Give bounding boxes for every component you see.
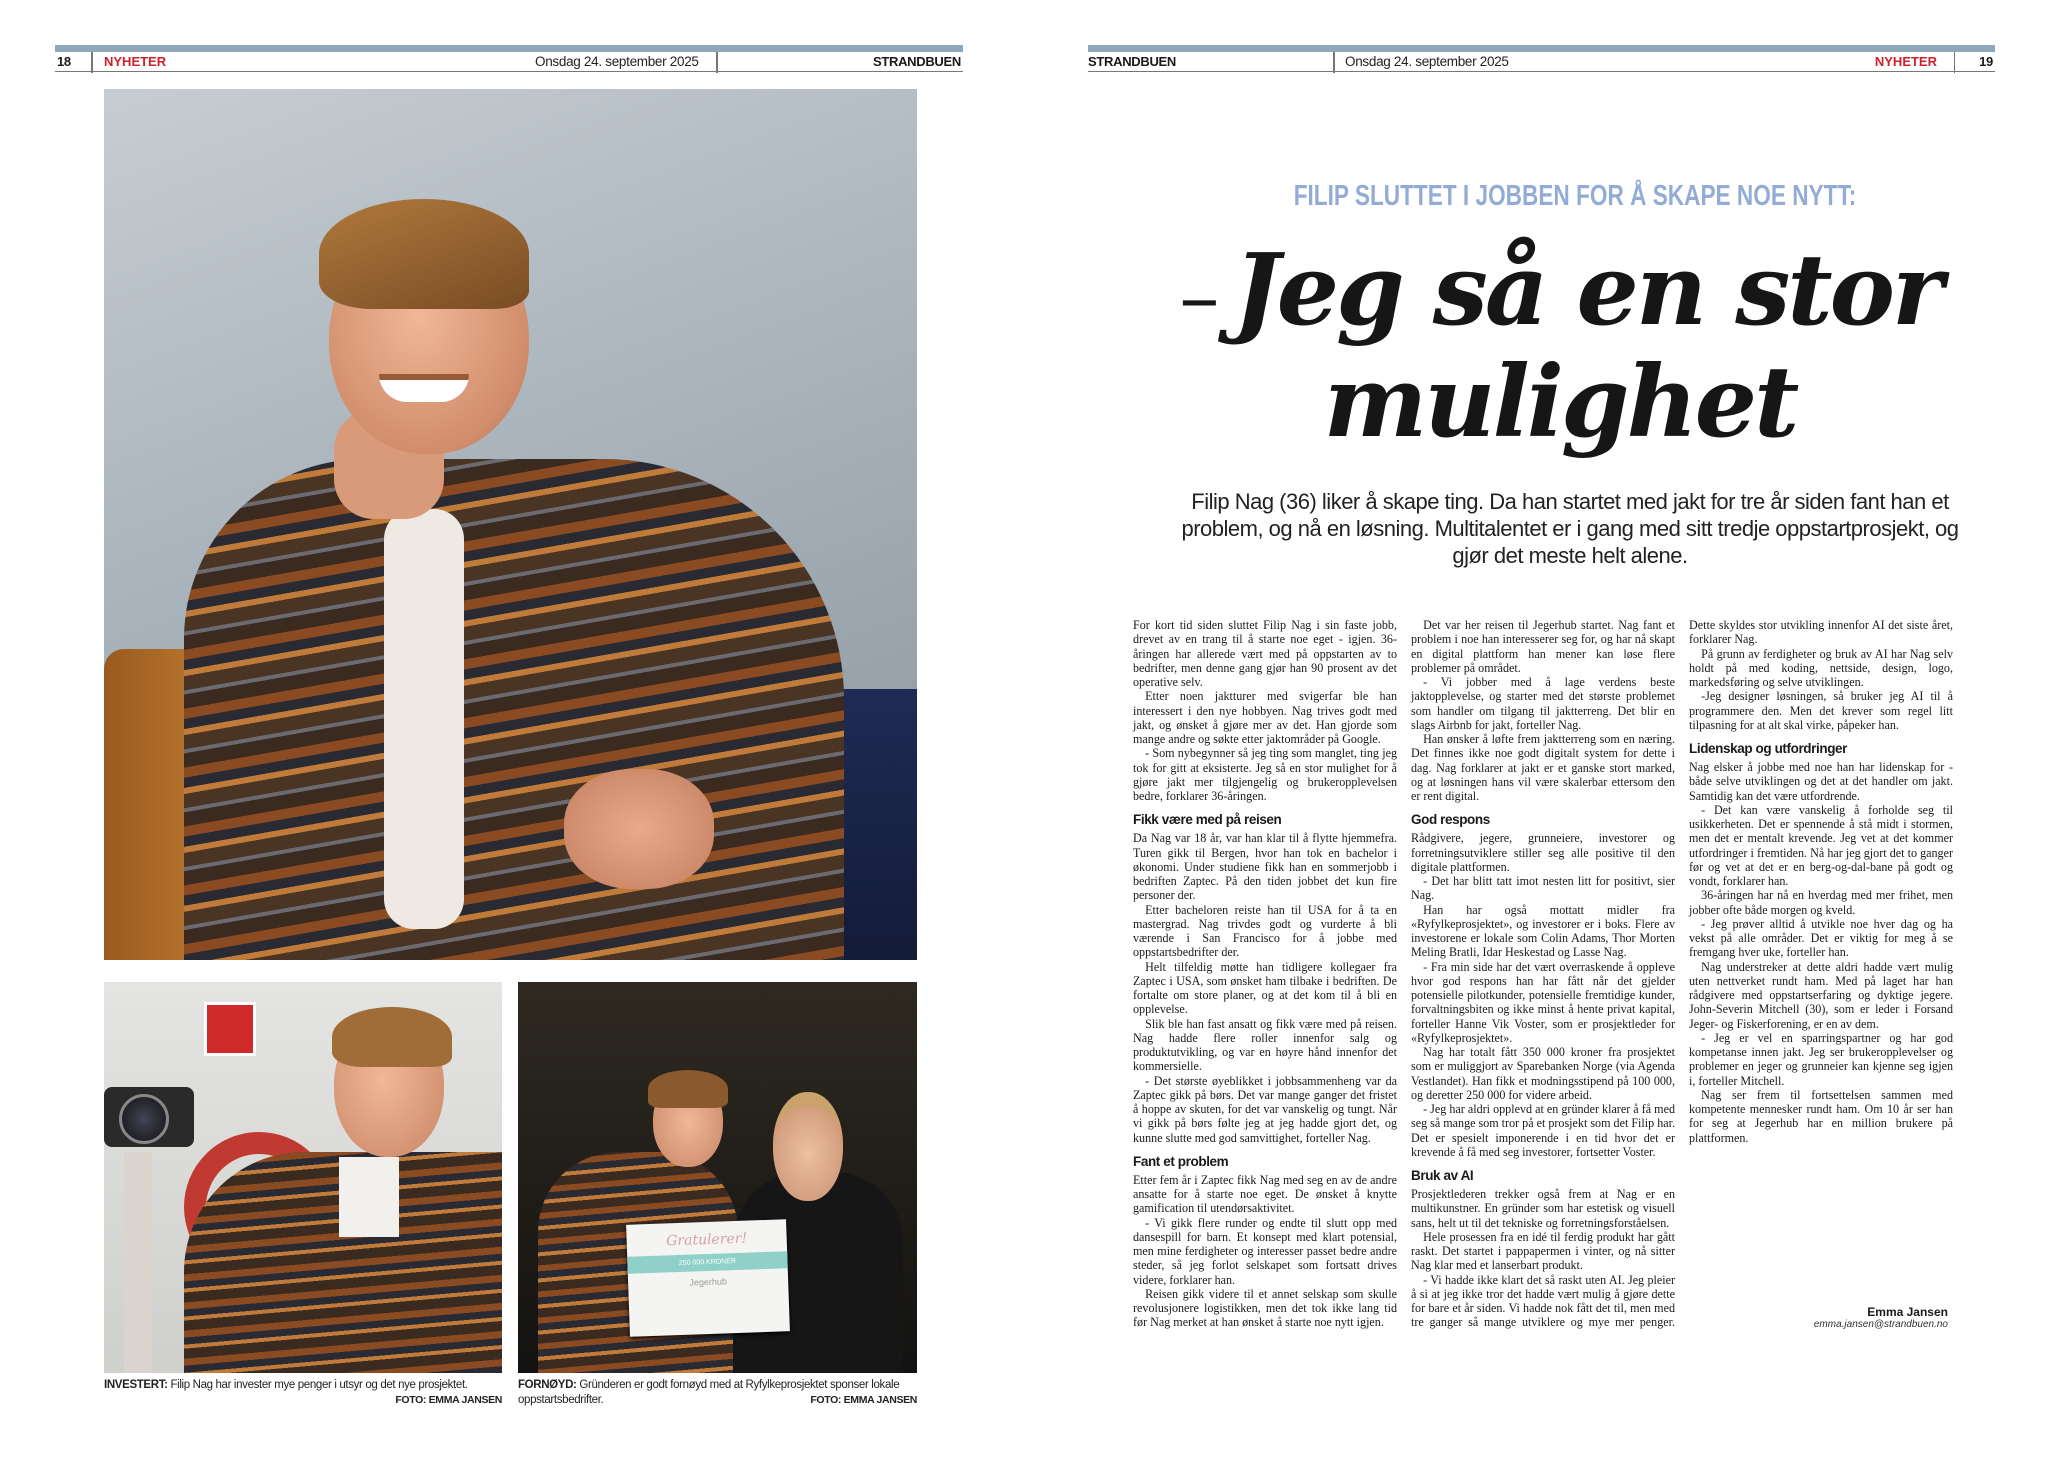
byline — [1814, 1305, 1948, 1330]
diploma-title: Gratulerer! — [665, 1230, 748, 1250]
photo-caption — [104, 1378, 502, 1410]
paragraph: Etter noen jaktturer med svigerfar ble han interessert i den nye hobbyen. Nag trives godt med jakt, og ønsket å gjøre mer av det. Han gjorde som mange andre og søkte etter jaktområder på Google. — [1133, 689, 1397, 746]
paragraph: Etter fem år i Zaptec fikk Nag med seg en av de andre ansatte for å starte noe eget. De ønsket å knytte gamification til utendørsaktivitet. — [1133, 1172, 1397, 1216]
photo-caption — [518, 1378, 917, 1410]
paragraph: På grunn av ferdigheter og bruk av AI har Nag selv holdt på med koding, nettside, design, logo, markedsføring og selve utviklingen. — [1689, 646, 1953, 689]
paper-name: STRANDBUEN — [1088, 54, 1177, 69]
photo-diploma — [518, 982, 917, 1373]
paragraph: Da Nag var 18 år, var han klar til å flytte hjemmefra. Turen gikk til Bergen, hvor han tok en bachelor i økonomi. Under studiene fikk han en sommerjobb i bedriften Zaptec. På den tiden jobbet det kun fire personer der. — [1133, 831, 1397, 903]
diploma-amount: 250 000 KRONER — [627, 1251, 787, 1274]
main-photo-portrait — [104, 89, 917, 960]
caption-label: FORNØYD: — [518, 1379, 577, 1391]
section-label: NYHETER — [1874, 54, 1937, 69]
paper-name: STRANDBUEN — [872, 54, 961, 69]
page-number: 18 — [57, 54, 71, 69]
paragraph: Prosjektlederen trekker også frem at Nag er en multikunstner. En gründer som har estetisk og visuell sans, helt ut til det tekniske og forretningsforståelsen. — [1411, 1187, 1675, 1230]
issue-date: Onsdag 24. september 2025 — [535, 54, 699, 69]
paragraph: - Vi hadde ikke klart det så raskt uten AI. Jeg pleier å si at jeg ikke tror det hadde vært mulig å gjøre dette for bare et år siden. Vi hadde nok fått det til, men med tre ganger så mange utviklere og mye mer penger. Dette skyldes stor utvikling innenfor AI det siste året, forklarer Nag. — [1411, 618, 1953, 1330]
subheading: Bruk av AI — [1411, 1168, 1474, 1183]
subheading: Fant et problem — [1133, 1153, 1229, 1169]
paragraph: Rådgivere, jegere, grunneiere, investorer og forretningsutviklere stiller seg alle positive til den digitale plattformen. — [1411, 831, 1675, 874]
photo-credit: FOTO: EMMA JANSEN — [810, 1394, 917, 1406]
paragraph: Etter bacheloren reiste han til USA for å ta en mastergrad. Nag trivdes godt og vurderte å bli værende i San Francisco for å jobbe med oppstartsbedrifter der. — [1133, 902, 1397, 960]
caption-text: Gründeren er godt fornøyd med at Ryfylkeprosjektet sponser lokale oppstartsbedrifter. — [518, 1379, 900, 1406]
paragraph: Helt tilfeldig møtte han tidligere kollegaer fra Zaptec i USA, som ønsket ham tilbake i bedriften. De fortalte om store planer, og at det kom til å bli en opplevelse. — [1133, 959, 1397, 1017]
divider — [716, 52, 718, 73]
paragraph: Nag elsker å jobbe med noe han har lidenskap for - både selve utviklingen og det at det handler om jakt. Samtidig kan det være utfordrende. — [1689, 760, 1953, 803]
paragraph: Nag har totalt fått 350 000 kroner fra prosjektet som er muliggjort av Sparebanken Norge (via Agenda Vestlandet). Han fikk et modningsstipend på 100 000, og deretter 250 000 for videre arbeid. — [1411, 1045, 1675, 1102]
divider — [1954, 52, 1956, 73]
article-kicker: FILIP SLUTTET I JOBBEN FOR Å SKAPE NOE NYTT: — [1293, 180, 1857, 212]
paragraph: - Det kan være vanskelig å forholde seg til usikkerheten. Det er spennende å stå midt i stormen, men det er mentalt krevende. Jeg vet at det kommer utfordringer i fremtiden. Nå har jeg gjort det to ganger før og vet at det er en berg-og-dal-bane på godt og vondt, forklarer han. — [1689, 802, 1953, 888]
paragraph: - Jeg prøver alltid å utvikle noe hver dag og ha vekst på alle områder. Det er viktig for meg å se fremgang hver uke, forteller han. — [1689, 916, 1953, 960]
paragraph: For kort tid siden sluttet Filip Nag i sin faste jobb, drevet av en trang til å starte noe eget - igjen. 36-åringen har allerede vært med på oppstarten av to bedrifter, men denne gang gjør han 90 prosent av det operative selv. — [1133, 618, 1397, 689]
author-name: Emma Jansen — [1867, 1305, 1948, 1319]
headline-text: Jeg så en stor mulighet — [1233, 233, 1941, 460]
right-page-header — [1088, 45, 1995, 72]
article-headline — [1150, 233, 1970, 460]
paragraph: Nag understreker at dette aldri hadde vært mulig uten nettverket rundt ham. Med på laget har han rådgivere med oppstartserfaring og dyktige jegere. John-Severin Mitchell (30), som er leder i Forsand Jeger- og Fiskerforening, er en av dem. — [1689, 959, 1953, 1031]
paragraph: Hele prosessen fra en idé til ferdig produkt har gått raskt. Det startet i pappapermen i vinter, og nå sitter Nag klar med et lanserbart produkt. — [1411, 1229, 1675, 1273]
photo-credit: FOTO: EMMA JANSEN — [395, 1394, 502, 1406]
paragraph: Det var her reisen til Jegerhub startet. Nag fant et problem i noe han interesserer seg for, og har nå skapt en digital plattform han mener kan løse flere problemer på området. — [1411, 618, 1675, 675]
paragraph: 36-åringen har nå en hverdag med mer frihet, men jobber ofte både morgen og kveld. — [1689, 888, 1953, 917]
divider — [1333, 52, 1335, 73]
left-page-header — [55, 45, 963, 72]
caption-label: INVESTERT: — [104, 1379, 168, 1391]
paragraph: Han ønsker å løfte frem jaktterreng som en næring. Det finnes ikke noe godt digitalt system for dette i dag. Nag forklarer at jakt er et ganske stort marked, og at løsningen hans vil være skalerbar ettersom den er rent digital. — [1411, 732, 1675, 803]
headline-dash: – — [1179, 250, 1220, 343]
paragraph: - Det har blitt tatt imot nesten litt for positivt, sier Nag. — [1411, 874, 1675, 903]
subheading: Lidenskap og utfordringer — [1689, 741, 1848, 756]
paragraph: - Jeg har aldri opplevd at en gründer klarer å få med seg så mange som tror på et prosjekt som det Filip har. Det er spesielt imponerende i en tid hvor det er krevende å få med seg investorer, fortsetter Voster. — [1411, 1102, 1676, 1159]
paragraph: - Fra min side har det vært overraskende å oppleve hvor god respons han har fått når det gjelder potensielle pilotkunder, potensielle fremtidige kunder, forvaltningsbiten og ikke minst å hente privat kapital, forteller Hanne Vik Voster, som er prosjektleder for «Ryfylkeprosjektet». — [1411, 959, 1675, 1045]
subheading: God respons — [1411, 812, 1490, 828]
caption-text: Filip Nag har invester mye penger i utsyr og det nye prosjektet. — [167, 1379, 468, 1391]
page-number: 19 — [1979, 54, 1993, 69]
paragraph: - Som nybegynner så jeg ting som manglet, ting jeg tok for gitt at eksisterte. Jeg så en stor mulighet for å gjøre jakt mer tilgjengelig og brukeropplevelsen bedre, forklarer 36-åringen. — [1133, 746, 1397, 803]
photo-camera-gear — [104, 982, 502, 1373]
author-email: emma.jansen@strandbuen.no — [1813, 1319, 1948, 1330]
subheading: Fikk være med på reisen — [1133, 812, 1282, 828]
divider — [91, 52, 93, 73]
paragraph: Reisen gikk videre til et annet selskap som skulle revolusjonere logistikken, men det tok ikke lang tid før Nag merket at han ønsket å starte noe nytt igjen. — [1133, 1286, 1397, 1330]
article-lead: Filip Nag (36) liker å skape ting. Da han startet med jakt for tre år siden fant han et problem, og nå en løsning. Multitalentet er i gang med sitt tredje oppstartprosjekt, og gjør det meste helt alene. — [1181, 489, 1959, 568]
header-rule — [1088, 45, 1995, 52]
issue-date: Onsdag 24. september 2025 — [1345, 54, 1509, 69]
paragraph: Slik ble han fast ansatt og fikk være med på reisen. Nag hadde flere roller innenfor salg og produktutvikling, og var en høyre hånd innenfor det kommersielle. — [1133, 1016, 1397, 1074]
paragraph: Han har også mottatt midler fra «Ryfylkeprosjektet», og investorer er i boks. Flere av investorene er lokale som Colin Adams, Thor Morten Meling Bratli, Idar Heskestad og Lasse Nag. — [1411, 902, 1675, 960]
paragraph: - Det største øyeblikket i jobbsammenheng var da Zaptec gikk på børs. Det var mange ganger det fristet å hoppe av skuten, for det var vanskelig og tungt. Når vi gikk på børs følte jeg at jeg hadde gjort det, og kunne slutte med god samvittighet, forteller Nag. — [1133, 1073, 1397, 1145]
paragraph: - Vi jobber med å lage verdens beste jaktopplevelse, og starter med det største problemet som handler om tilgang til jaktterreng. Det blir en slags Airbnb for jakt, forteller Nag. — [1411, 675, 1675, 732]
paragraph: - Vi gikk flere runder og endte til slutt opp med dansespill for barn. Et konsept med klart potensial, men mine ferdigheter og interesser passet bedre andre steder, så jeg forlot selskapet som fortsatt drives videre, forklarer han. — [1133, 1215, 1397, 1287]
paragraph: Nag ser frem til fortsettelsen sammen med kompetente mennesker rundt ham. Om 10 år ser han for seg at Jegerhub har en million brukere på plattformen. — [1689, 1087, 1953, 1145]
diploma-brand: Jegerhub — [689, 1276, 728, 1288]
section-label: NYHETER — [104, 54, 167, 69]
article-body — [1133, 618, 1953, 1338]
paragraph: -Jeg designer løsningen, så bruker jeg AI til å programmere den. Men det krever som regel litt tilpasning for at alt skal virke, påpeker han. — [1689, 689, 1953, 732]
paragraph: - Jeg er vel en sparringspartner og har god kompetanse innen jakt. Jeg ser brukeropplevelser og problemer en jeger og grunneier kan kjenne seg igjen i, forteller Mitchell. — [1689, 1030, 1953, 1088]
header-rule — [55, 45, 963, 52]
